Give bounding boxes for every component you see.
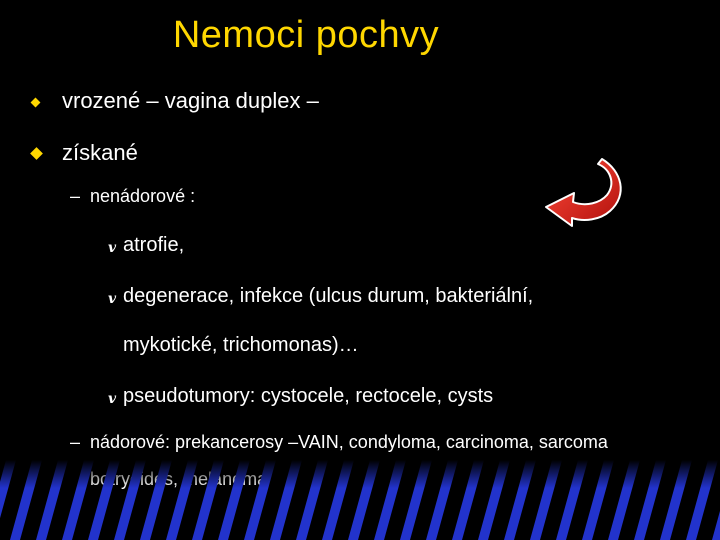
dash-bullet: – <box>70 186 81 206</box>
v-bullet-icon: v <box>108 240 117 256</box>
slide-title: Nemoci pochvy <box>172 14 440 56</box>
sub-nadorove: nádorové: prekancerosy –VAIN, condyloma, carcinoma, sarcoma <box>90 432 608 452</box>
bullet-vrozene: vrozené – vagina duplex – <box>62 88 319 113</box>
item-degenerace-cont: mykotické, trichomonas)… <box>123 334 359 356</box>
bullet-icon <box>30 147 43 160</box>
item-degenerace: degenerace, infekce (ulcus durum, bakteriální, <box>123 285 534 307</box>
item-atrofie: atrofie, <box>123 234 185 256</box>
decorative-stripes <box>0 460 720 540</box>
v-bullet-icon: v <box>108 291 117 307</box>
sub-nenadorove-label: nenádorové : <box>90 186 196 206</box>
dash-bullet: – <box>70 432 81 452</box>
v-bullet-icon: v <box>108 391 117 407</box>
item-pseudotumory: pseudotumory: cystocele, rectocele, cysts <box>123 385 494 407</box>
bullet-icon <box>31 98 41 108</box>
red-curved-arrow-icon <box>540 155 630 230</box>
bullet-ziskane: získané <box>62 140 138 165</box>
